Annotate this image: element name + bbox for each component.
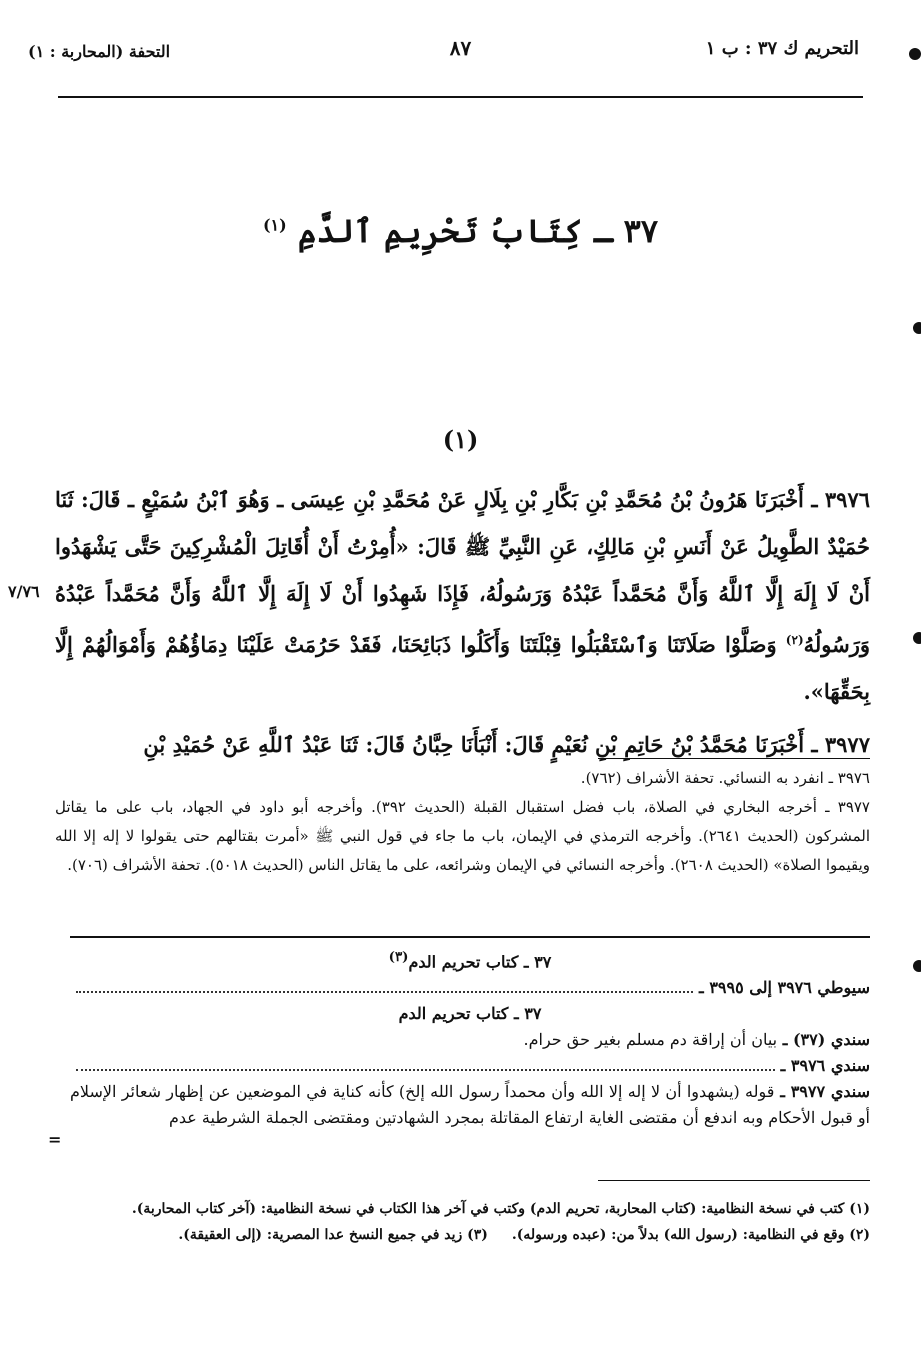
note-2: (٢) وقع في النظامية: (رسول الله) بدلاً من: (عبده ورسوله).	[511, 1227, 870, 1243]
hadith-number: ٣٩٧٧ ـ	[811, 732, 870, 757]
margin-mark	[913, 322, 921, 334]
sindi-37	[70, 1027, 870, 1053]
dotted-leader	[76, 1068, 775, 1071]
continuation-mark: =	[48, 1130, 62, 1149]
footnote-3977: ٣٩٧٧ ـ أخرجه البخاري في الصلاة، باب فضل استقبال القبلة (الحديث ٣٩٢). وأخرجه أبو داود في الجهاد، باب على ما يقاتل المشركون (الحديث ٢٦٤١). وأخرجه الترمذي في الإيمان، باب ما جاء في قول النبي ﷺ «أمرت بقتالهم حتى يقولوا لا إله إلا الله ويقيموا الصلاة» (الحديث ٢٦٠٨). وأخرجه النسائي في الإيمان وشرائعه، على ما يقاتل الناس (الحديث ٥٠١٨). تحفة الأشراف (٧٠٦).	[55, 798, 870, 874]
hadith-number: ٣٩٧٦ ـ	[811, 487, 871, 512]
suyuti-label: سيوطي ٣٩٧٦ إلى ٣٩٩٥ ـ	[699, 978, 870, 998]
sindi-text: بيان أن إراقة دم مسلم بغير حق حرام.	[523, 1030, 778, 1050]
page-number: ٨٧	[449, 36, 472, 60]
header-rule	[58, 96, 863, 98]
running-header-chapter: التحريم ك ٣٧ : ب ١	[705, 38, 859, 59]
hadith-note-ref: (٢)	[785, 633, 804, 647]
note-1: (١) كتب في نسخة النظامية: (كتاب المحاربة، تحريم الدم) وكتب في آخر هذا الكتاب في نسخة النظامية: (آخر كتاب المحاربة).	[131, 1201, 870, 1217]
margin-reference: ٧/٧٦	[8, 582, 40, 601]
sindi-3976	[70, 1053, 870, 1079]
note-3: (٣) زيد في جميع النسخ عدا المصرية: (إلى العقيقة).	[178, 1227, 488, 1243]
suyuti-line	[70, 975, 870, 1001]
hadith-text: أَخْبَرَنَا هَرُونُ بْنُ مُحَمَّدِ بْنِ بَكَّارِ بْنِ بِلَالٍ عَنْ مُحَمَّدِ بْنِ عِيسَى ـ وَهُوَ ٱبْنُ سُمَيْعٍ ـ قَالَ: ثَنَا حُمَيْدٌ الطَّوِيلُ عَنْ أَنَسِ بْنِ مَالِكٍ، عَنِ النَّبِيِّ ﷺ قَالَ: «أُمِرْتُ أَنْ أُقَاتِلَ الْمُشْرِكِينَ حَتَّى يَشْهَدُوا أَنْ لَا إِلَهَ إِلَّا ٱللَّهُ وَأَنَّ مُحَمَّداً عَبْدُهُ وَرَسُولُهُ، فَإِذَا شَهِدُوا أَنْ لَا إِلَهَ إِلَّا ٱللَّهُ وَأَنَّ مُحَمَّداً عَبْدُهُ وَرَسُولُهُ	[55, 487, 871, 657]
hadith-3976	[55, 476, 870, 715]
sindi-label: سندي ٣٩٧٦ ـ	[780, 1056, 870, 1076]
hadith-text: أَخْبَرَنَا مُحَمَّدُ بْنُ حَاتِمِ بْنِ نُعَيْمٍ قَالَ: أَنْبَأَنَا حِبَّانُ قَالَ: ثَنَا عَبْدُ ٱللَّهِ عَنْ حُمَيْدِ بْنِ	[143, 732, 805, 757]
takhrij-footnotes	[55, 764, 870, 880]
heading-note-ref: (٣)	[388, 949, 409, 965]
dotted-leader	[76, 990, 693, 993]
hadith-3977	[55, 721, 870, 768]
footnote-3976: ٣٩٧٦ ـ انفرد به النسائي. تحفة الأشراف (٧٦٢).	[580, 769, 870, 787]
margin-mark	[913, 960, 921, 972]
sindi-3977	[70, 1079, 870, 1131]
hadith-body	[55, 476, 870, 768]
margin-mark	[913, 632, 921, 644]
commentary-section	[70, 944, 870, 1131]
sindi-text: قوله (يشهدوا أن لا إله إلا الله وأن محمداً رسول الله إلخ) كأنه كناية في الموضعين عن إظهار شعائر الإسلام أو قبول الأحكام وبه اندفع أن مقتضى الغاية ارتفاع المقاتلة بمجرد الشهادتين ومقتضى الجملة الشرطية عدم	[70, 1082, 870, 1128]
commentary-rule	[70, 936, 870, 938]
running-header-tuhfa: التحفة (المحاربة : ١)	[28, 42, 171, 61]
sindi-label: سندي (٣٧) ـ	[782, 1030, 870, 1050]
hadith-text-end: وَصَلَّوْا صَلَاتَنَا وَٱسْتَقْبَلُوا قِبْلَتَنَا وَأَكَلُوا ذَبَائِحَنَا، فَقَدْ حَرُمَتْ عَلَيْنَا دِمَاؤُهُمْ وَأَمْوَالُهُمْ إِلَّا بِحَقِّهَا».	[55, 632, 870, 704]
book-title	[0, 212, 921, 250]
section-number: (١)	[442, 425, 479, 454]
notes-rule	[598, 1180, 870, 1181]
footnote-rule	[598, 758, 870, 759]
book-title-text: ٣٧ ـ كِتَابُ تَحْرِيمِ ٱلدَّمِ	[297, 212, 659, 250]
commentary-heading-2: ٣٧ ـ كتاب تحريم الدم	[398, 1004, 542, 1024]
notes-line-2	[70, 1222, 870, 1248]
commentary-heading: ٣٧ ـ كتاب تحريم الدم$^{(٣)}$	[388, 949, 552, 972]
title-note-ref: (١)	[262, 215, 287, 235]
sindi-label: سندي ٣٩٧٧ ـ	[780, 1082, 870, 1102]
editor-notes	[70, 1196, 870, 1248]
